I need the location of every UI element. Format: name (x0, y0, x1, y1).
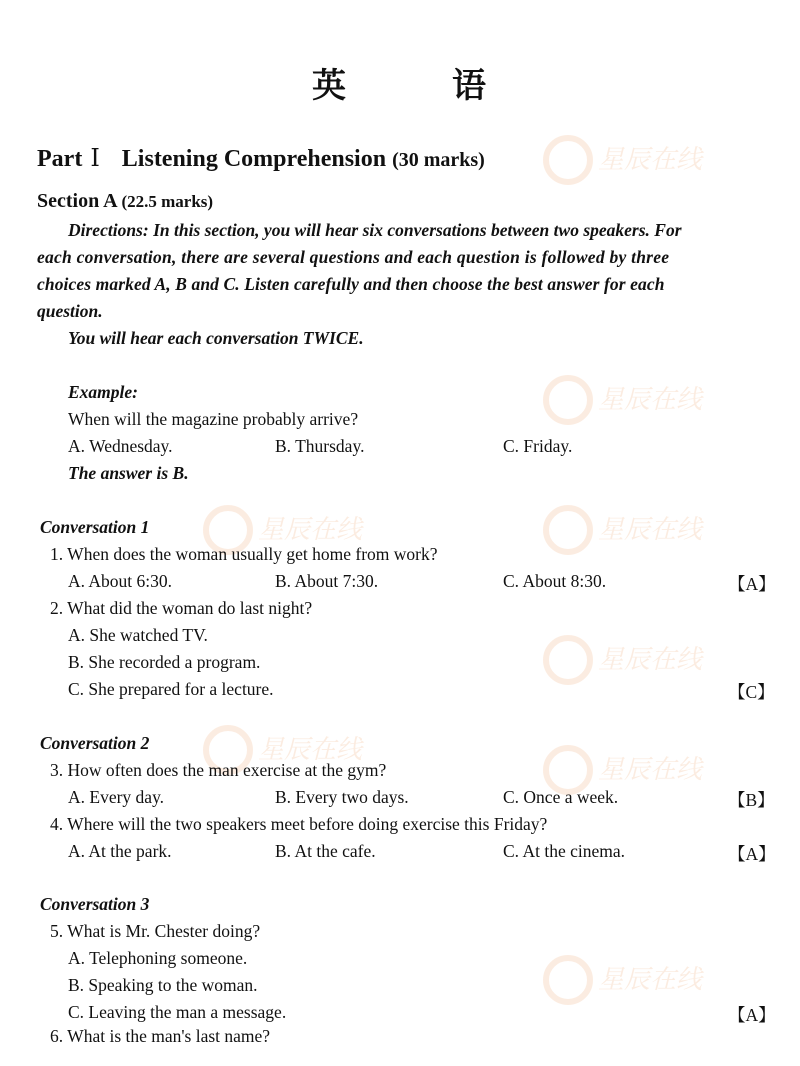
watermark-text: 星辰在线 (598, 515, 703, 545)
question-option: C. At the cinema. (503, 841, 625, 861)
question-option: C. Once a week. (503, 787, 619, 807)
title-char: 语 (452, 66, 488, 106)
watermark-logo (540, 500, 720, 560)
watermark-text: 星辰在线 (598, 145, 703, 175)
question-text: 5. What is Mr. Chester doing? (50, 921, 261, 941)
watermark-logo (540, 950, 720, 1010)
watermark-logo (540, 630, 720, 690)
question-text: 2. What did the woman do last night? (50, 598, 313, 618)
answer-mark: 【A】 (728, 1005, 776, 1025)
example-label: Example: (68, 382, 138, 402)
question-option: A. Every day. (68, 787, 165, 807)
watermark-logo (540, 130, 720, 190)
title-char: 英 (312, 66, 348, 106)
answer-mark: 【B】 (728, 790, 775, 810)
question-text: 3. How often does the man exercise at the gym? (50, 760, 387, 780)
example-answer: The answer is B. (68, 463, 189, 483)
question-option: A. At the park. (68, 841, 172, 861)
watermark-logo (540, 370, 720, 430)
watermark-text: 星辰在线 (258, 515, 363, 545)
question-option: C. She prepared for a lecture. (68, 679, 274, 699)
conversation-label: Conversation 1 (40, 517, 150, 537)
directions-line: Directions: In this section, you will hear six conversations between two speakers. For (68, 220, 682, 240)
question-option: C. Leaving the man a message. (68, 1002, 287, 1022)
example-option: B. Thursday. (275, 436, 365, 456)
question-text: 4. Where will the two speakers meet before doing exercise this Friday? (50, 814, 548, 834)
part-heading (37, 144, 485, 173)
question-option: B. Speaking to the woman. (68, 975, 258, 995)
answer-mark: 【A】 (728, 844, 776, 864)
part-name: Listening Comprehension (121, 146, 387, 172)
watermark-text: 星辰在线 (598, 645, 703, 675)
conversation-label: Conversation 3 (40, 894, 150, 914)
watermark-text: 星辰在线 (598, 965, 703, 995)
part-roman: Ⅰ (90, 146, 100, 172)
section-label: Section A (37, 190, 117, 212)
question-option: A. Telephoning someone. (68, 948, 248, 968)
part-label: Part (37, 146, 83, 172)
question-option: C. About 8:30. (503, 571, 607, 591)
directions-line: question. (37, 301, 103, 321)
question-option: B. Every two days. (275, 787, 409, 807)
section-marks: (22.5 marks) (121, 192, 214, 211)
section-heading (37, 190, 213, 213)
directions-line: each conversation, there are several questions and each question is followed by three (37, 247, 670, 267)
part-marks: (30 marks) (392, 149, 485, 171)
question-option: B. She recorded a program. (68, 652, 261, 672)
watermark-text: 星辰在线 (258, 735, 363, 765)
answer-mark: 【C】 (728, 682, 775, 702)
example-question: When will the magazine probably arrive? (68, 409, 359, 429)
conversation-label: Conversation 2 (40, 733, 150, 753)
example-option: A. Wednesday. (68, 436, 173, 456)
watermark-text: 星辰在线 (598, 755, 703, 785)
answer-mark: 【A】 (728, 574, 776, 594)
page-title (0, 58, 800, 107)
question-option: A. She watched TV. (68, 625, 208, 645)
watermark-text: 星辰在线 (598, 385, 703, 415)
question-text: 6. What is the man's last name? (50, 1026, 271, 1046)
question-option: A. About 6:30. (68, 571, 173, 591)
question-option: B. About 7:30. (275, 571, 379, 591)
example-option: C. Friday. (503, 436, 573, 456)
directions-twice: You will hear each conversation TWICE. (68, 328, 364, 348)
question-option: B. At the cafe. (275, 841, 376, 861)
directions-line: choices marked A, B and C. Listen carefully and then choose the best answer for each (37, 274, 665, 294)
question-text: 1. When does the woman usually get home from work? (50, 544, 438, 564)
